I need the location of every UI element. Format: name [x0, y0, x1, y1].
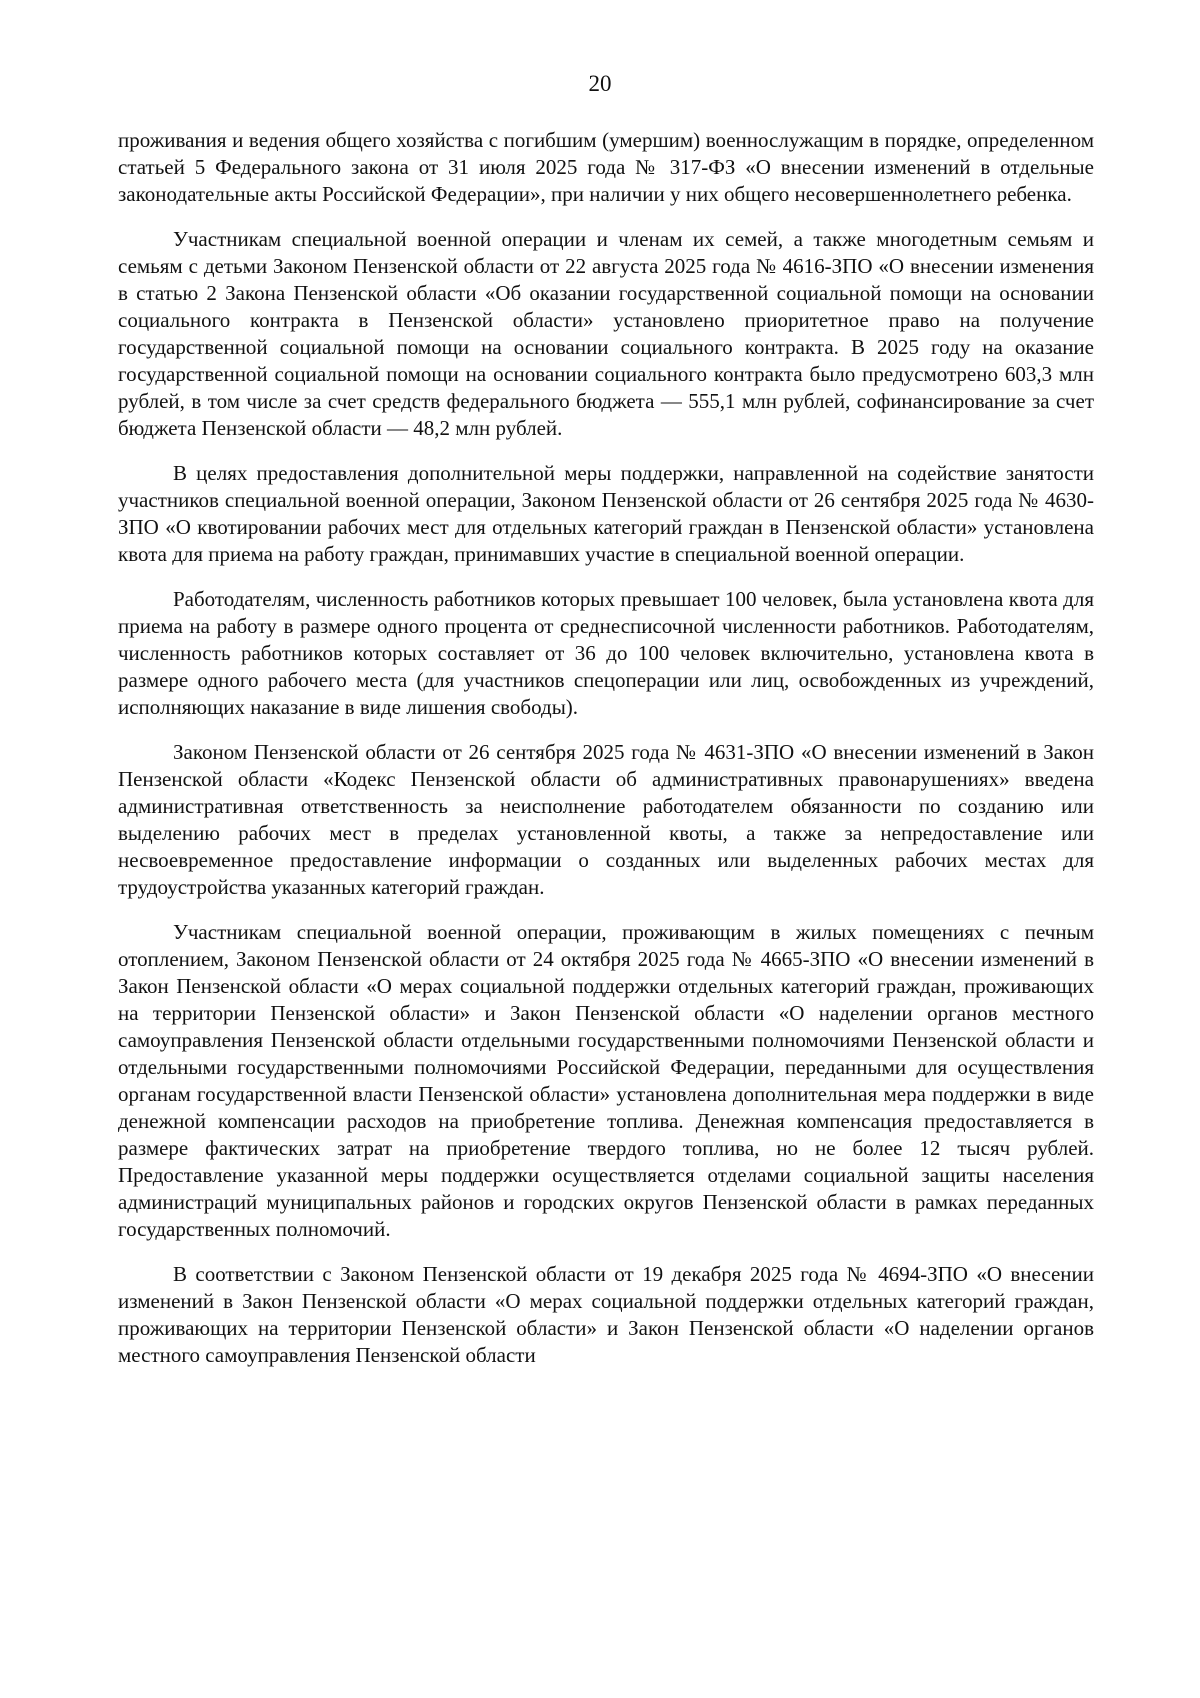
document-body [118, 127, 1094, 1369]
paragraph-employer-quota: Работодателям, численность работников которых превышает 100 человек, была установлена квота для приема на работу в размере одного процента от среднесписочной численности работников. Работодателям, численность работников которых составляет от 36 до 100 человек включительно, установлена квота в размере одного рабочего места (для участников спецоперации или лиц, освобожденных из учреждений, исполняющих наказание в виде лишения свободы). [118, 587, 1094, 719]
paragraph-law-4694: В соответствии с Законом Пензенской области от 19 декабря 2025 года № 4694-ЗПО «О внесении изменений в Закон Пензенской области «О мерах социальной поддержки отдельных категорий граждан, проживающих на территории Пензенской области» и Закон Пензенской области «О наделении органов местного самоуправления Пензенской области [118, 1262, 1094, 1367]
paragraph-social-contract: Участникам специальной военной операции и членам их семей, а также многодетным семьям и семьям с детьми Законом Пензенской области от 22 августа 2025 года № 4616-ЗПО «О внесении изменения в статью 2 Закона Пензенской области «Об оказании государственной социальной помощи на основании социального контракта в Пензенской области» установлено приоритетное право на получение государственной социальной помощи на основании социального контракта. В 2025 году на оказание государственной социальной помощи на основании социального контракта было предусмотрено 603,3 млн рублей, в том числе за счет средств федерального бюджета — 555,1 млн рублей, софинансирование за счет бюджета Пензенской области — 48,2 млн рублей. [118, 227, 1094, 440]
paragraph-administrative-liability: Законом Пензенской области от 26 сентября 2025 года № 4631-ЗПО «О внесении изменений в Закон Пензенской области «Кодекс Пензенской области об административных правонарушениях» введена административная ответственность за неисполнение работодателем обязанности по созданию или выделению рабочих мест в пределах установленной квоты, а также за непредоставление или несвоевременное предоставление информации о созданных или выделенных рабочих местах для трудоустройства указанных категорий граждан. [118, 740, 1094, 899]
paragraph-fuel-compensation: Участникам специальной военной операции, проживающим в жилых помещениях с печным отоплением, Законом Пензенской области от 24 октября 2025 года № 4665-ЗПО «О внесении изменений в Закон Пензенской области «О мерах социальной поддержки отдельных категорий граждан, проживающих на территории Пензенской области» и Закон Пензенской области «О наделении органов местного самоуправления Пензенской области отдельными государственными полномочиями Пензенской области и отдельными государственными полномочиями Российской Федерации, переданными для осуществления органам государственной власти Пензенской области» установлена дополнительная мера поддержки в виде денежной компенсации расходов на приобретение топлива. Денежная компенсация предоставляется в размере фактических затрат на приобретение твердого топлива, но не более 12 тысяч рублей. Предоставление указанной меры поддержки осуществляется отделами социальной защиты населения администраций муниципальных районов и городских округов Пензенской области в рамках переданных государственных полномочий. [118, 920, 1094, 1241]
paragraph-employment-support: В целях предоставления дополнительной меры поддержки, направленной на содействие занятости участников специальной военной операции, Законом Пензенской области от 26 сентября 2025 года № 4630-ЗПО «О квотировании рабочих мест для отдельных категорий граждан в Пензенской области» установлена квота для приема на работу граждан, принимавших участие в специальной военной операции. [118, 461, 1094, 566]
page-number: 20 [588, 71, 612, 96]
paragraph-continuation: проживания и ведения общего хозяйства с погибшим (умершим) военнослужащим в порядке, определенном статьей 5 Федерального закона от 31 июля 2025 года № 317-ФЗ «О внесении изменений в отдельные законодательные акты Российской Федерации», при наличии у них общего несовершеннолетнего ребенка. [118, 128, 1094, 206]
